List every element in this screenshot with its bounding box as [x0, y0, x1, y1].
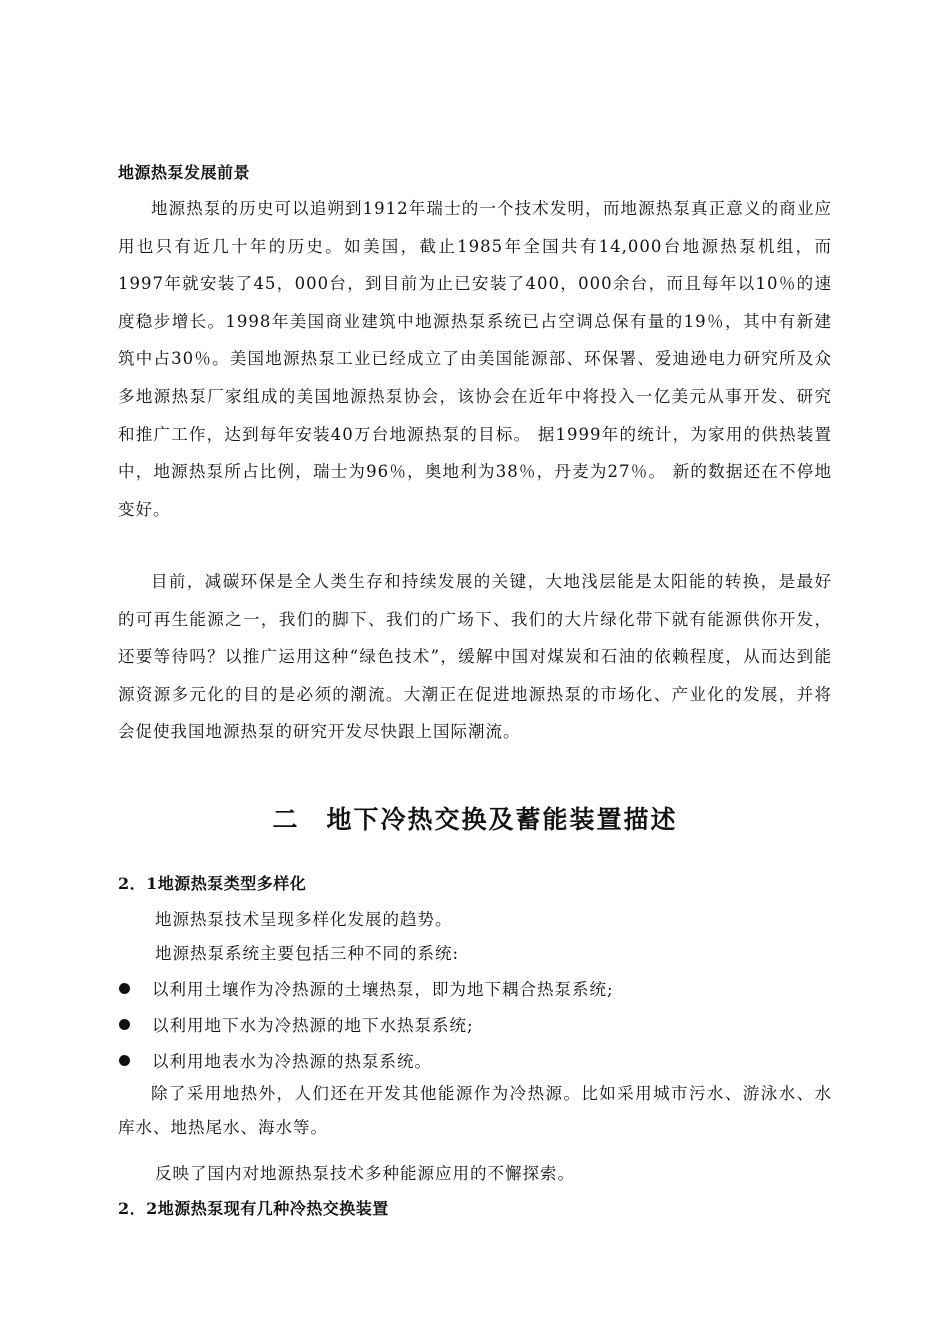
paragraph-other-sources: 除了采用地热外，人们还在开发其他能源作为冷热源。比如采用城市污水、游泳水、水库水、地热尾水、海水等。: [118, 1084, 832, 1137]
bullet-dot-icon: [119, 1019, 130, 1030]
paragraph-history: 地源热泵的历史可以追朔到1912年瑞士的一个技术发明，而地源热泵真正意义的商业应用也只有近几十年的历史。如美国，截止1985年全国共有14,000台地源热泵机组，而1997年就安装了45，000台，到目前为止已安装了400，000余台，而且每年以10％的速度稳步增长。1998年美国商业建筑中地源热泵系统已占空调总保有量的19％，其中有新建筑中占30％。美国地源热泵工业已经成立了由美国能源部、环保署、爱迪逊电力研究所及众多地源热泵厂家组成的美国地源热泵协会，该协会在近年中将投入一亿美元从事开发、研究和推广工作，达到每年安装40万台地源热泵的目标。 据1999年的统计，为家用的供热装置中，地源热泵所占比例，瑞士为96％，奥地利为38％，丹麦为27％。 新的数据还在不停地变好。: [118, 199, 832, 519]
bullet-dot-icon: [119, 983, 130, 994]
bullet-text: 以利用土壤作为冷热源的土壤热泵，即为地下耦合热泵系统;: [152, 980, 614, 999]
section-title-outlook: 地源热泵发展前景: [118, 163, 251, 182]
bullet-text: 以利用地表水为冷热源的热泵系统。: [152, 1052, 432, 1071]
bullet-dot-icon: [119, 1055, 130, 1066]
section-title-2-1: 2．1地源热泵类型多样化: [118, 874, 307, 893]
text-line-diversity: 地源热泵技术呈现多样化发展的趋势。: [155, 910, 453, 929]
bullet-item-groundwater: [118, 1012, 832, 1036]
bullet-item-soil: [118, 976, 832, 1000]
text-line-exploration: 反映了国内对地源热泵技术多种能源应用的不懈探索。: [155, 1164, 575, 1183]
text-line-three-systems: 地源热泵系统主要包括三种不同的系统:: [155, 944, 460, 963]
section-title-2-2: 2．2地源热泵现有几种冷热交换装置: [118, 1199, 389, 1218]
paragraph-current-trend: 目前，减碳环保是全人类生存和持续发展的关键，大地浅层能是太阳能的转换，是最好的可再生能源之一，我们的脚下、我们的广场下、我们的大片绿化带下就有能源供你开发，还要等待吗？以推广运用这种“绿色技术”，缓解中国对煤炭和石油的依赖程度，从而达到能源资源多元化的目的是必须的潮流。大潮正在促进地源热泵的市场化、产业化的发展，并将会促使我国地源热泵的研究开发尽快跟上国际潮流。: [118, 572, 832, 742]
bullet-text: 以利用地下水为冷热源的地下水热泵系统;: [152, 1016, 474, 1035]
bullet-item-surface-water: [118, 1048, 832, 1072]
chapter-title: 二 地下冷热交换及蓄能装置描述: [272, 805, 678, 834]
